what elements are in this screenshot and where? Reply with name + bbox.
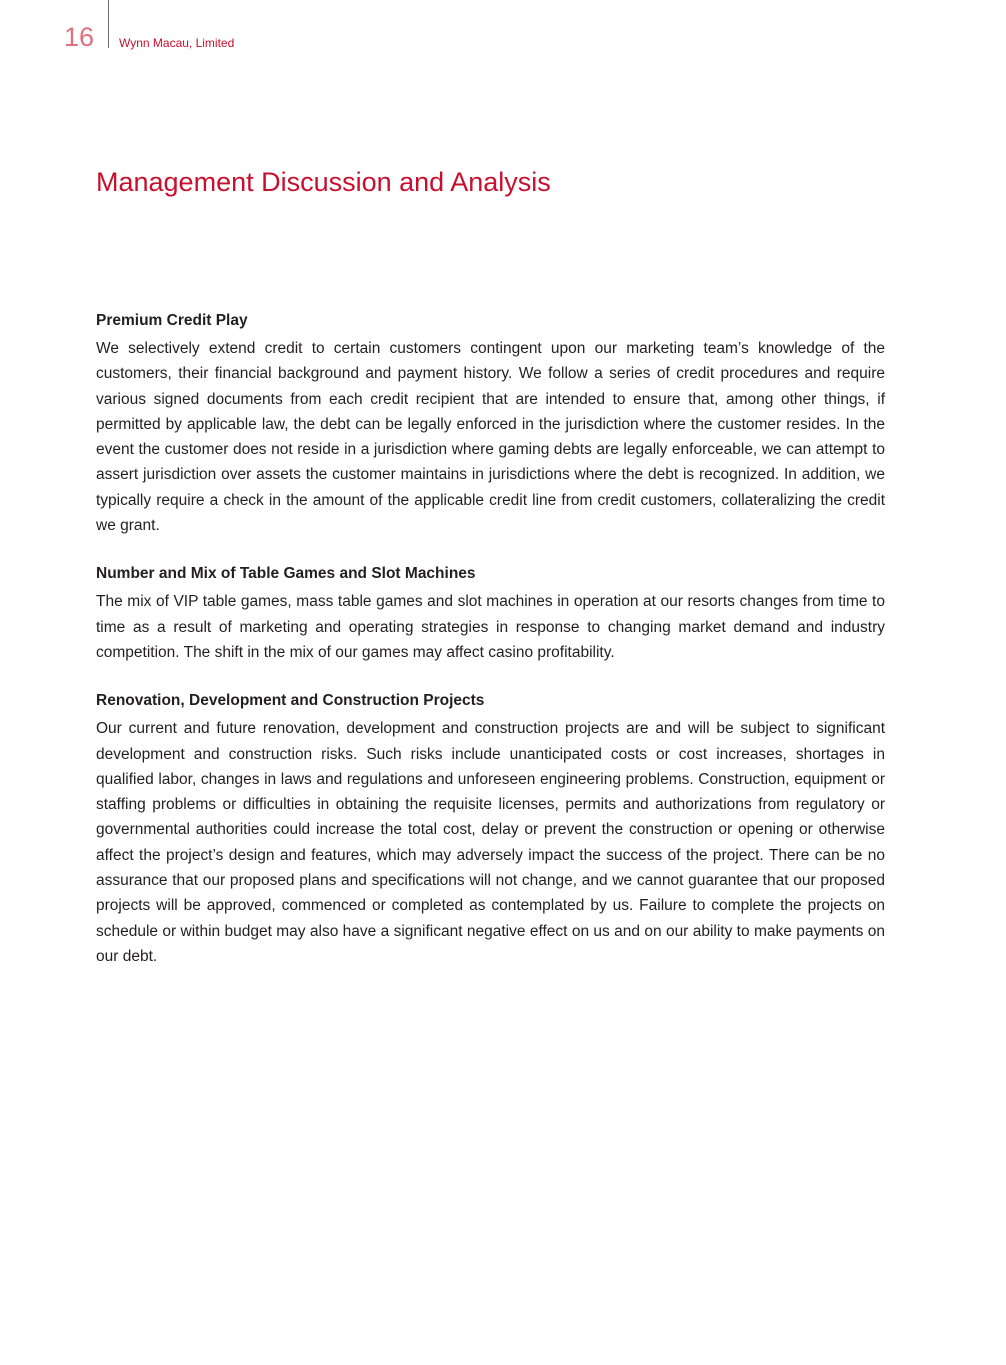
header-divider [108, 0, 109, 48]
section-construction-projects [96, 689, 885, 969]
section-paragraph: The mix of VIP table games, mass table games and slot machines in operation at our resorts changes from time to time as a result of marketing and operating strategies in response to changing market demand and industry competition. The shift in the mix of our games may affect casino profitability. [96, 593, 885, 661]
document-body [96, 309, 885, 993]
page-title: Management Discussion and Analysis [96, 167, 551, 197]
section-paragraph: Our current and future renovation, development and construction projects are and will be subject to significant development and construction risks. Such risks include unanticipated costs or cost increases, shortages in qualified labor, changes in laws and regulations and unforeseen engineering problems. Construction, equipment or staffing problems or difficulties in obtaining the requisite licenses, permits and authorizations from regulatory or governmental authorities could increase the total cost, delay or prevent the construction or opening or otherwise affect the project’s design and features, which may adversely impact the success of the project. There can be no assurance that our proposed plans and specifications will not change, and we cannot guarantee that our proposed projects will be approved, commenced or completed as contemplated by us. Failure to complete the projects on schedule or within budget may also have a significant negative effect on us and on our ability to make payments on our debt. [96, 720, 885, 965]
section-premium-credit-play [96, 309, 885, 538]
company-name: Wynn Macau, Limited [119, 36, 235, 50]
section-heading: Renovation, Development and Construction Projects [96, 692, 485, 710]
page-number: 16 [64, 22, 95, 52]
section-table-games-slot-machines [96, 562, 885, 665]
section-paragraph: We selectively extend credit to certain customers contingent upon our marketing team’s knowledge of the customers, their financial background and payment history. We follow a series of credit procedures and require various signed documents from each credit recipient that are intended to ensure that, among other things, if permitted by applicable law, the debt can be legally enforced in the jurisdiction where the customer resides. In the event the customer does not reside in a jurisdiction where gaming debts are legally enforceable, we can attempt to assert jurisdiction over assets the customer maintains in jurisdictions where the debt is recognized. In addition, we typically require a check in the amount of the applicable credit line from credit customers, collateralizing the credit we grant. [96, 340, 885, 535]
section-heading: Number and Mix of Table Games and Slot Machines [96, 565, 476, 583]
section-heading: Premium Credit Play [96, 312, 248, 329]
